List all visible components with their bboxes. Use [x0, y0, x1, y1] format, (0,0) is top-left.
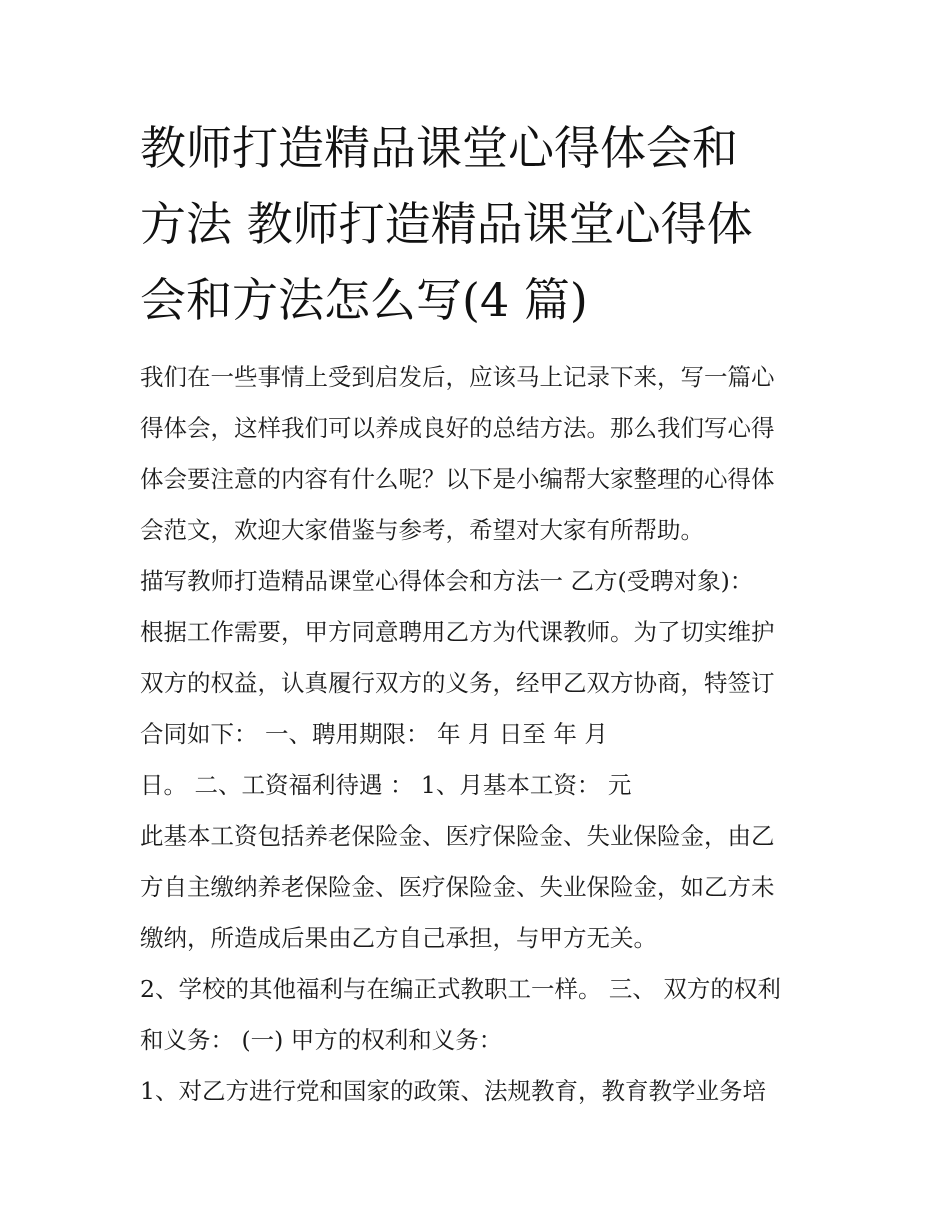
body-line: 我们在一些事情上受到启发后，应该马上记录下来，写一篇心	[140, 363, 775, 391]
document-content	[140, 110, 820, 1117]
document-body	[140, 352, 820, 1117]
document-title	[140, 110, 820, 338]
body-line: 体会要注意的内容有什么呢？以下是小编帮大家整理的心得体	[140, 465, 775, 493]
title-line: 教师打造精品课堂心得体会和	[140, 121, 738, 175]
title-line: 方法 教师打造精品课堂心得体	[140, 197, 753, 251]
title-line: 会和方法怎么写(4 篇)	[140, 273, 588, 327]
body-line: 1、对乙方进行党和国家的政策、法规教育，教育教学业务培	[140, 1077, 766, 1105]
body-line: 缴纳，所造成后果由乙方自己承担，与甲方无关。	[140, 924, 657, 952]
body-line: 此基本工资包括养老保险金、医疗保险金、失业保险金，由乙	[140, 822, 775, 850]
body-line: 日。 二、工资福利待遇 ： 1、月基本工资： 元	[140, 771, 632, 799]
body-line: 双方的权益，认真履行双方的义务，经甲乙双方协商，特签订	[140, 669, 775, 697]
body-line: 根据工作需要，甲方同意聘用乙方为代课教师。为了切实维护	[140, 618, 775, 646]
body-line: 得体会，这样我们可以养成良好的总结方法。那么我们写心得	[140, 414, 775, 442]
body-line: 方自主缴纳养老保险金、医疗保险金、失业保险金，如乙方未	[140, 873, 775, 901]
body-line: 会范文，欢迎大家借鉴与参考，希望对大家有所帮助。	[140, 516, 704, 544]
body-line: 描写教师打造精品课堂心得体会和方法一 乙方(受聘对象)：	[140, 567, 754, 595]
body-line: 2、学校的其他福利与在编正式教职工一样。 三、 双方的权利	[140, 975, 781, 1003]
body-line: 和义务： (一) 甲方的权利和义务：	[140, 1026, 503, 1054]
body-line: 合同如下： 一、聘用期限： 年 月 日至 年 月	[140, 720, 608, 748]
